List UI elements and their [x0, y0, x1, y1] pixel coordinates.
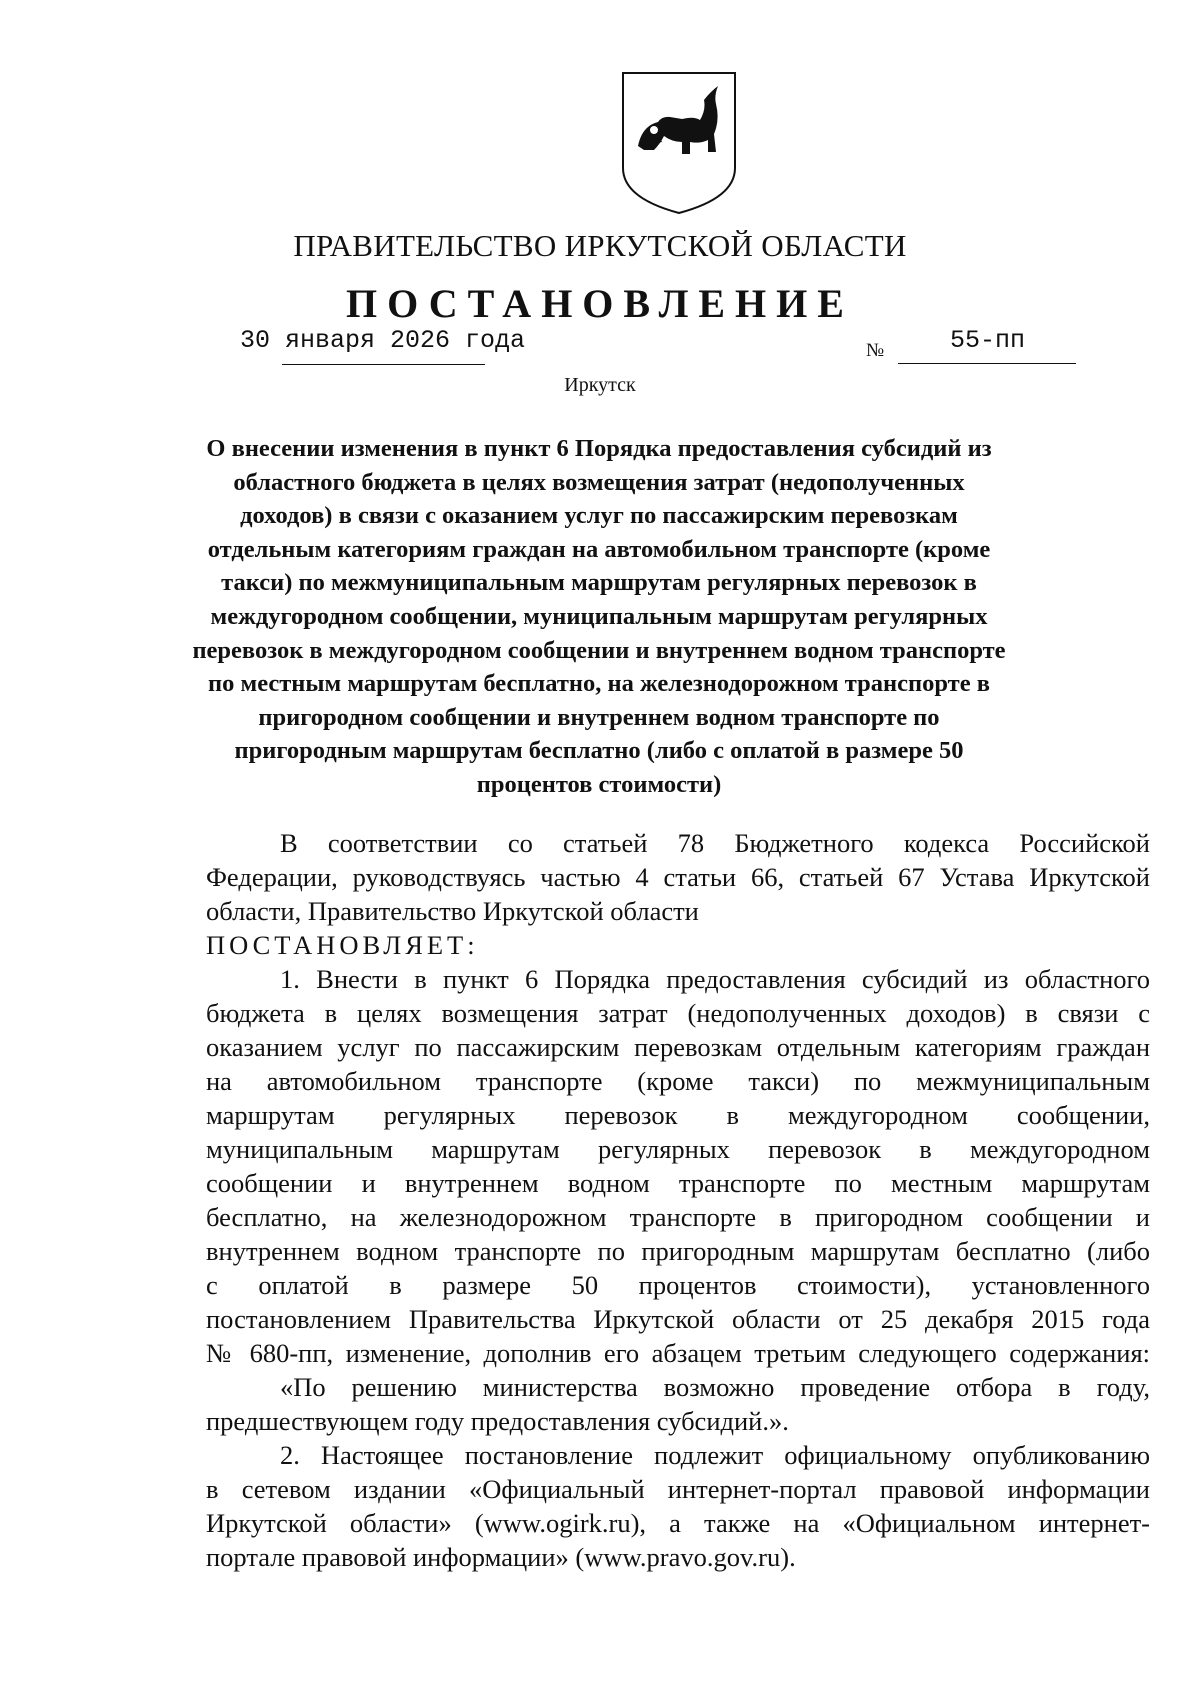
body-line: ПОСТАНОВЛЯЕТ: — [206, 930, 479, 960]
title-line: такси) по межмуниципальным маршрутам регулярных перевозок в — [221, 569, 977, 597]
body-line: предшествующем году предоставления субсидий.». — [206, 1406, 789, 1436]
body-line: В соответствии со статьей 78 Бюджетного кодекса Российской — [280, 828, 1150, 858]
body-line: с оплатой в размере 50 процентов стоимости), установленного — [206, 1270, 1150, 1300]
body-line: маршрутам регулярных перевозок в междугородном сообщении, — [206, 1100, 1150, 1130]
document-title — [190, 432, 1008, 802]
date-block — [240, 326, 526, 368]
city-name: Иркутск — [564, 374, 636, 396]
title-line: пригородным маршрутам бесплатно (либо с оплатой в размере 50 — [234, 737, 964, 765]
title-line: процентов стоимости) — [476, 770, 722, 798]
body-line: портале правовой информации» (www.pravo.gov.ru). — [206, 1542, 796, 1572]
body-line: Иркутской области» (www.ogirk.ru), а также на «Официальном интернет- — [206, 1508, 1150, 1538]
body-line: Федерации, руководствуясь частью 4 статьи 66, статьей 67 Устава Иркутской — [206, 862, 1150, 892]
body-line: № 680-пп, изменение, дополнив его абзацем третьим следующего содержания: — [206, 1338, 1150, 1368]
body-line: бюджета в целях возмещения затрат (недополученных доходов) в связи с — [206, 998, 1150, 1028]
title-line: по местным маршрутам бесплатно, на железнодорожном транспорте в — [208, 670, 990, 698]
number-underline — [898, 363, 1076, 364]
body-line: 1. Внести в пункт 6 Порядка предоставления субсидий из областного — [280, 964, 1150, 994]
number-sign: № — [866, 340, 885, 361]
government-name: ПРАВИТЕЛЬСТВО ИРКУТСКОЙ ОБЛАСТИ — [293, 228, 907, 263]
date-underline — [282, 364, 485, 365]
body-line: в сетевом издании «Официальный интернет-портал правовой информации — [206, 1474, 1150, 1504]
document-body — [206, 826, 1150, 1574]
document-number: 55-пп — [950, 326, 1026, 355]
body-line: бесплатно, на железнодорожном транспорте в пригородном сообщении и — [206, 1202, 1150, 1232]
body-line: области, Правительство Иркутской области — [206, 896, 699, 926]
title-line: междугородном сообщении, муниципальным маршрутам регулярных — [210, 602, 988, 630]
title-line: доходов) в связи с оказанием услуг по пассажирским перевозкам — [240, 502, 958, 530]
body-line: оказанием услуг по пассажирским перевозкам отдельным категориям граждан — [206, 1032, 1150, 1062]
irkutsk-coat-of-arms-babr-icon — [620, 70, 738, 216]
body-line: сообщении и внутреннем водном транспорте по местным маршрутам — [206, 1168, 1150, 1198]
title-line: перевозок в междугородном сообщении и внутреннем водном транспорте — [192, 636, 1006, 664]
title-line: пригородном сообщении и внутреннем водном транспорте по — [258, 703, 940, 731]
document-kind: ПОСТАНОВЛЕНИЕ — [346, 281, 854, 326]
body-line: внутреннем водном транспорте по пригородным маршрутам бесплатно (либо — [206, 1236, 1150, 1266]
title-line: областного бюджета в целях возмещения затрат (недополученных — [233, 468, 965, 496]
body-line: постановлением Правительства Иркутской области от 25 декабря 2015 года — [206, 1304, 1150, 1334]
body-line: муниципальным маршрутам регулярных перевозок в междугородном — [206, 1134, 1150, 1164]
body-line: «По решению министерства возможно проведение отбора в году, — [280, 1372, 1150, 1402]
title-line: отдельным категориям граждан на автомобильном транспорте (кроме — [207, 535, 991, 563]
body-line: 2. Настоящее постановление подлежит официальному опубликованию — [280, 1440, 1150, 1470]
body-line: на автомобильном транспорте (кроме такси) по межмуниципальным — [206, 1066, 1150, 1096]
document-date: 30 января 2026 года — [240, 326, 526, 355]
title-line: О внесении изменения в пункт 6 Порядка предоставления субсидий из — [206, 435, 992, 462]
